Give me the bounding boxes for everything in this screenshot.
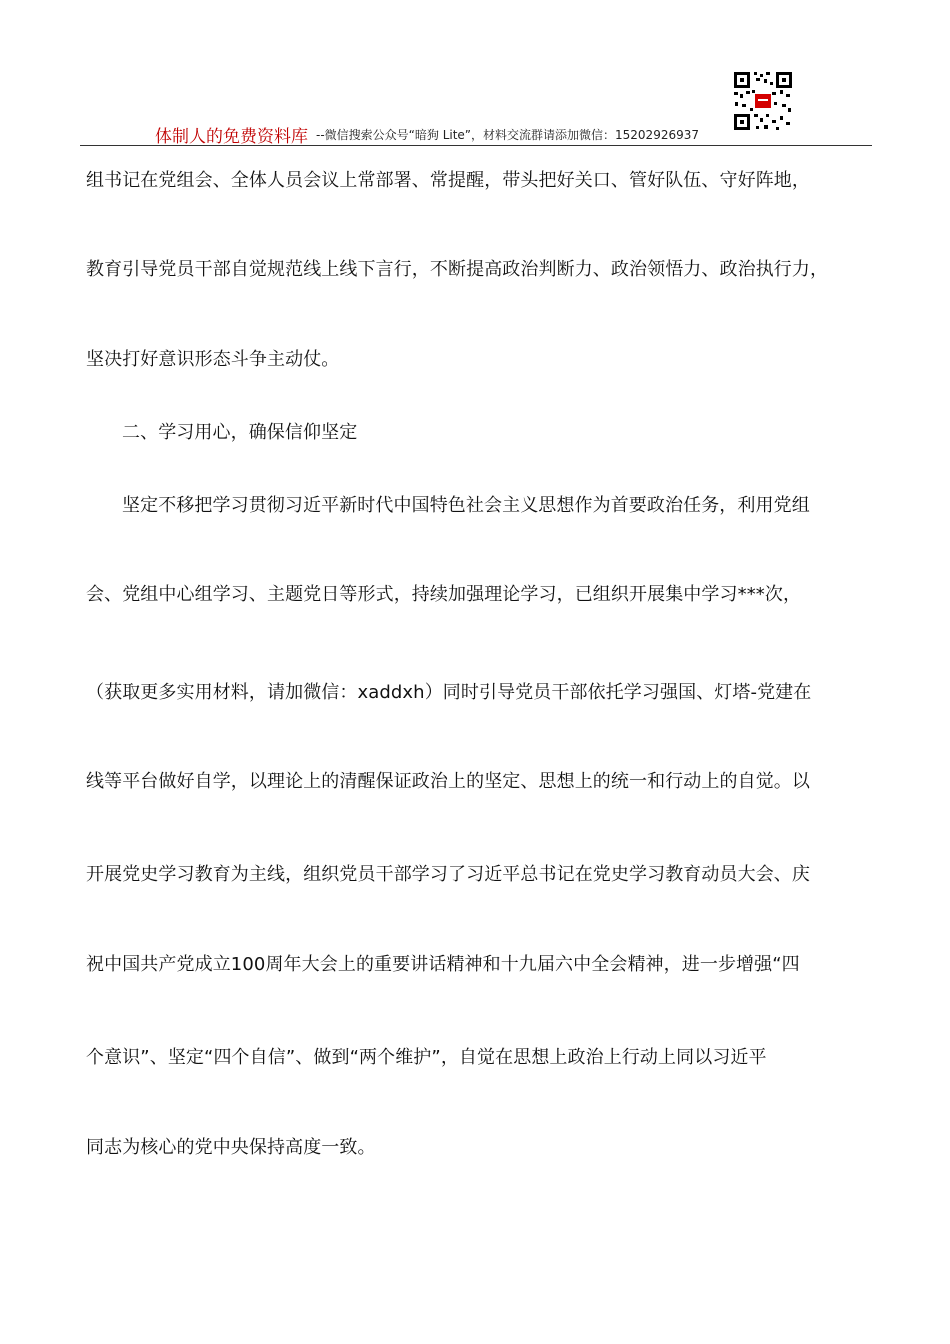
body-line-11: 个意识”、坚定“四个自信”、做到“两个维护”，自觉在思想上政治上行动上同以习近平 <box>86 1047 767 1068</box>
body-line-9: 开展党史学习教育为主线，组织党员干部学习了习近平总书记在党史学习教育动员大会、庆 <box>86 864 810 885</box>
header-divider <box>80 145 872 146</box>
body-line-1: 组书记在党组会、全体人员会议上常部署、常提醒，带头把好关口、管好队伍、守好阵地， <box>86 170 810 191</box>
qr-code-icon <box>732 70 794 132</box>
body-line-2: 教育引导党员干部自觉规范线上线下言行，不断提高政治判断力、政治领悟力、政治执行力， <box>86 259 829 280</box>
body-line-7: （获取更多实用材料，请加微信：xaddxh）同时引导党员干部依托学习强国、灯塔-党建在 <box>86 682 812 703</box>
section-heading: 二、学习用心，确保信仰坚定 <box>122 422 358 443</box>
body-line-5: 坚定不移把学习贯彻习近平新时代中国特色社会主义思想作为首要政治任务，利用党组 <box>122 495 810 516</box>
header-note: --微信搜索公众号“暗狗 Lite”，材料交流群请添加微信：15202926937 <box>316 128 699 142</box>
body-line-12: 同志为核心的党中央保持高度一致。 <box>86 1137 376 1158</box>
body-line-10: 祝中国共产党成立100周年大会上的重要讲话精神和十九届六中全会精神，进一步增强“四 <box>86 954 800 975</box>
body-line-8: 线等平台做好自学，以理论上的清醒保证政治上的坚定、思想上的统一和行动上的自觉。以 <box>86 771 810 792</box>
header-brand: 体制人的免费资料库 <box>155 127 308 147</box>
page-header <box>80 70 872 146</box>
body-line-6: 会、党组中心组学习、主题党日等形式，持续加强理论学习，已组织开展集中学习***次， <box>86 584 802 605</box>
body-line-3: 坚决打好意识形态斗争主动仗。 <box>86 349 340 370</box>
